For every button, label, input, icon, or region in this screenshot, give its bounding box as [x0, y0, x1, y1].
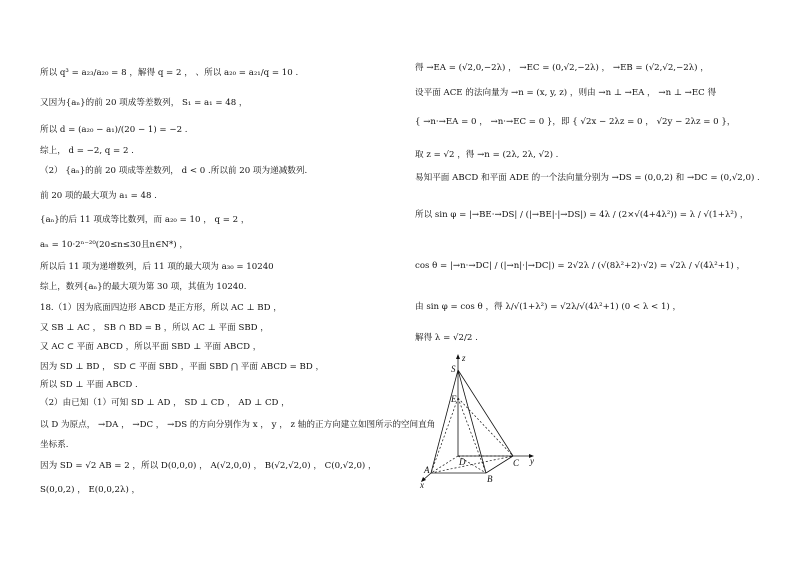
- edge-SA: [431, 370, 458, 473]
- right-line-6: 所以 sin φ = |→BE·→DS| / (|→BE|·|→DS|) = 4λ / (2×√(4+4λ²)) = λ / √(1+λ²) ，: [415, 210, 749, 220]
- label-A: A: [424, 465, 430, 475]
- right-line-2: 设平面 ACE 的法向量为 →n = (x, y, z) ，则由 →n ⊥ →EA ， →n ⊥ →EC 得: [415, 88, 717, 98]
- left-line-19: 因为 SD = √2 AB = 2 ，所以 D(0,0,0) ， A(√2,0,0) ， B(√2,√2,0) ， C(0,√2,0) ，: [40, 461, 377, 471]
- left-line-13: 又 AC ⊂ 平面 ABCD ，所以平面 SBD ⊥ 平面 ABCD ，: [40, 342, 262, 352]
- left-line-14: 因为 SD ⊥ BD ， SD ⊂ 平面 SBD ，平面 SBD ⋂ 平面 ABCD = BD ，: [40, 362, 325, 372]
- left-line-4: 综上， d = −2, q = 2 .: [40, 146, 134, 156]
- left-line-5: （2） {aₙ}的前 20 项成等差数列， d < 0 .所以前 20 项为递减数列.: [40, 166, 308, 176]
- label-y: y: [530, 456, 534, 466]
- right-line-8: 由 sin φ = cos θ ，得 λ/√(1+λ²) = √2λ/√(4λ²+1) (0 < λ < 1) ，: [415, 302, 682, 312]
- label-E: E: [451, 394, 457, 404]
- right-line-1: 得 →EA = (√2,0,−2λ) ， →EC = (0,√2,−2λ) ， →EB = (√2,√2,−2λ) ，: [415, 63, 709, 73]
- z-axis-arrow: [456, 354, 460, 359]
- left-line-7: {aₙ}的后 11 项成等比数列，而 a₂₀ = 10 ， q = 2 ，: [40, 215, 250, 225]
- label-C: C: [513, 458, 520, 468]
- left-line-11: 18.（1）因为底面四边形 ABCD 是正方形，所以 AC ⊥ BD ，: [40, 303, 282, 313]
- left-line-1: 所以 q³ = a₂₃/a₂₀ = 8 ，解得 q = 2 ， 、所以 a₂₀ = a₂₁/q = 10 .: [40, 68, 299, 78]
- segment-EC: [458, 398, 513, 456]
- left-line-12: 又 SB ⊥ AC ， SB ∩ BD = B ，所以 AC ⊥ 平面 SBD ，: [40, 323, 269, 333]
- right-line-9: 解得 λ = √2/2 .: [415, 333, 478, 343]
- left-line-10: 综上，数列{aₙ}的最大项为第 30 项，其值为 10240.: [40, 282, 247, 292]
- left-line-16: （2）由已知（1）可知 SD ⊥ AD ， SD ⊥ CD ， AD ⊥ CD ，: [40, 398, 290, 408]
- label-D: D: [459, 457, 466, 467]
- label-S: S: [451, 364, 456, 374]
- label-B: B: [487, 474, 493, 484]
- right-line-3: { →n·→EA = 0 ， →n·→EC = 0 }，即 { √2x − 2λz = 0 ， √2y − 2λz = 0 }，: [415, 117, 736, 127]
- right-line-4: 取 z = √2 ，得 →n = (2λ, 2λ, √2) .: [415, 150, 559, 160]
- right-line-7: cos θ = |→n·→DC| / (|→n|·|→DC|) = 2√2λ / (√(8λ²+2)·√2) = √2λ / √(4λ²+1) ，: [415, 261, 746, 271]
- label-z: z: [462, 353, 466, 363]
- left-line-17: 以 D 为原点， →DA ， →DC ， →DS 的方向分别作为 x ， y ， z 轴的正方向建立如图所示的空间直角: [40, 420, 436, 430]
- pyramid-figure: [418, 352, 538, 488]
- label-x: x: [420, 480, 424, 488]
- edge-BC: [486, 456, 513, 473]
- edge-SC: [458, 370, 513, 456]
- right-line-5: 易知平面 ABCD 和平面 ADE 的一个法向量分别为 →DS = (0,0,2) 和 →DC = (0,√2,0) .: [415, 173, 760, 183]
- left-line-20: S(0,0,2) ， E(0,0,2λ) ，: [40, 485, 141, 495]
- left-line-2: 又因为{aₙ}的前 20 项成等差数列， S₁ = a₁ = 48 ，: [40, 98, 248, 108]
- left-line-9: 所以后 11 项为递增数列，后 11 项的最大项为 a₃₀ = 10240: [40, 262, 274, 272]
- left-line-15: 所以 SD ⊥ 平面 ABCD .: [40, 380, 138, 390]
- pyramid-diagram: [418, 352, 538, 488]
- left-line-3: 所以 d = (a₂₀ − a₁)/(20 − 1) = −2 .: [40, 125, 188, 135]
- left-line-6: 前 20 项的最大项为 a₁ = 48 .: [40, 191, 157, 201]
- left-line-18: 坐标系.: [40, 440, 69, 450]
- segment-EA: [431, 398, 458, 473]
- left-line-8: aₙ = 10·2ⁿ⁻²⁰(20≤n≤30且n∈N*) ，: [40, 240, 188, 250]
